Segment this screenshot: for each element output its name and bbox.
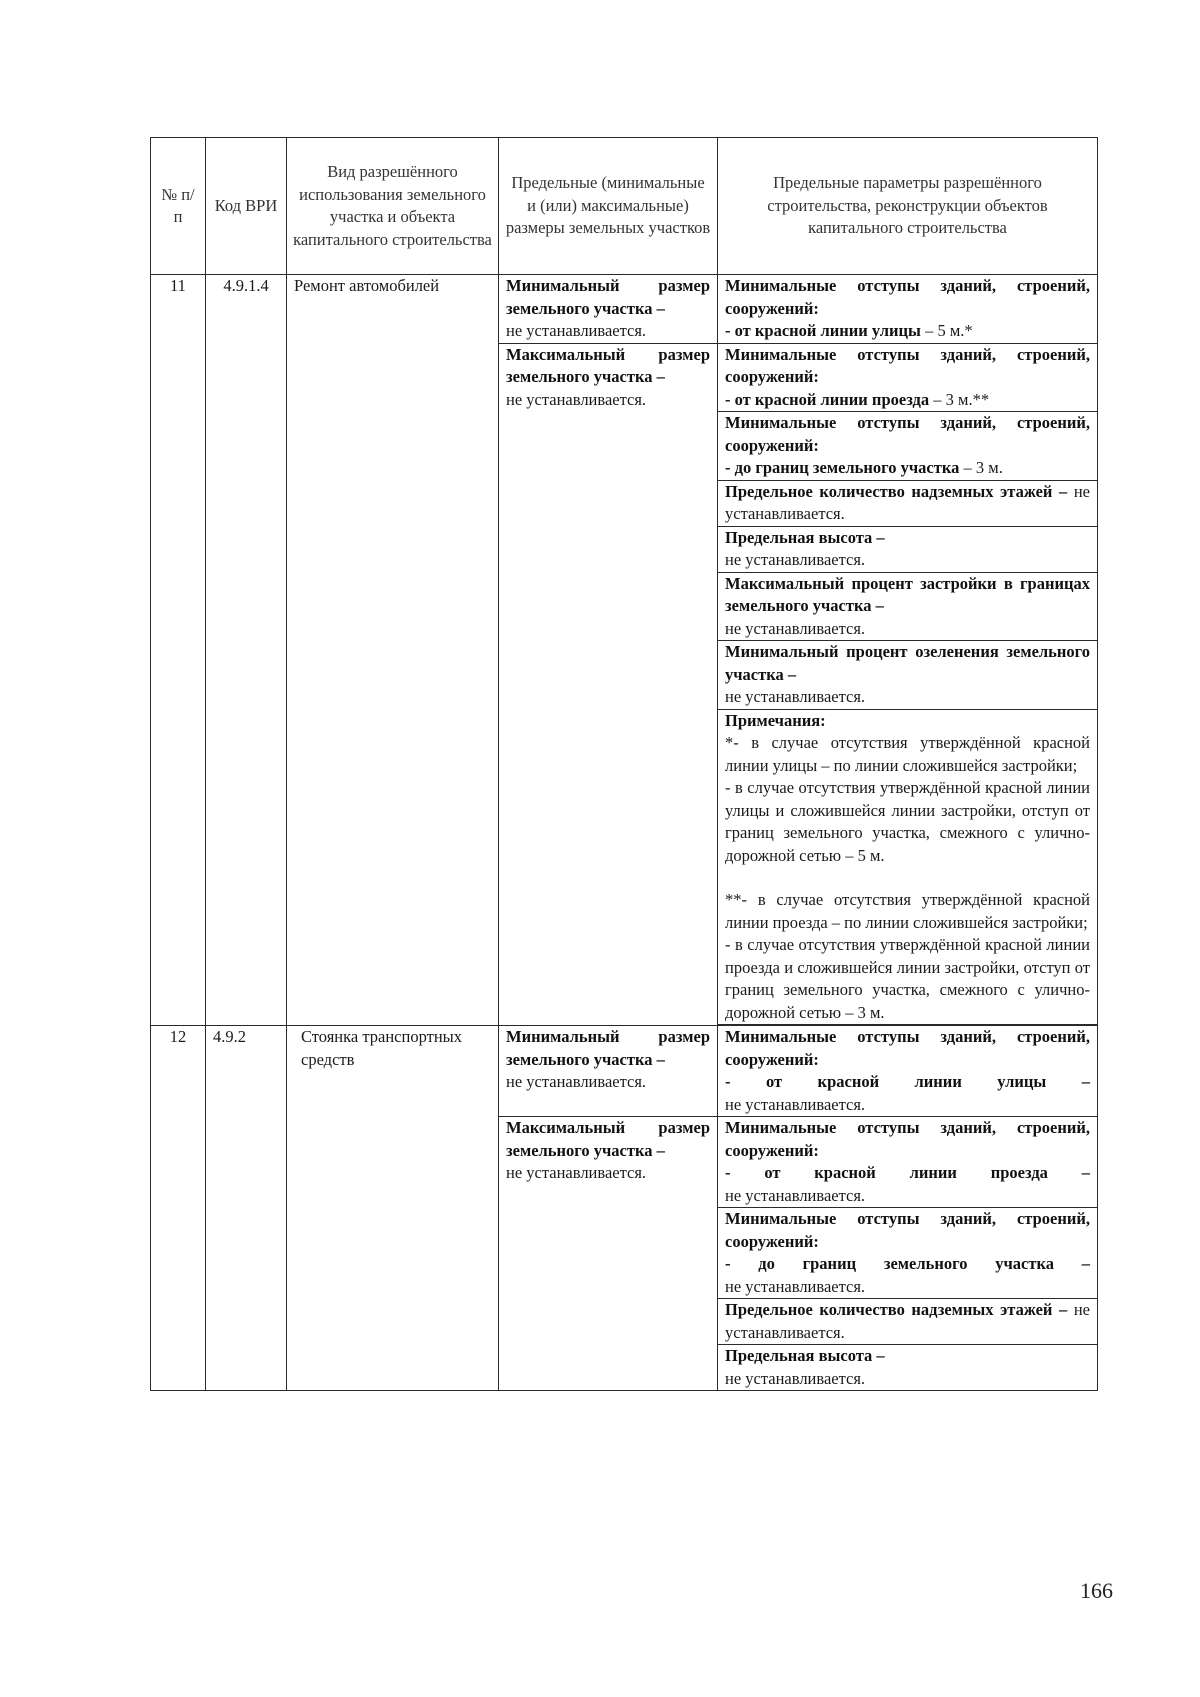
regulations-table (150, 137, 1098, 1391)
page-number: 166 (1080, 1578, 1113, 1603)
notes-cell (718, 709, 1098, 1025)
param-head: Предельная высота – (725, 1346, 885, 1365)
param-value: – 3 м. (959, 458, 1003, 477)
max-size-cell (499, 343, 718, 1026)
min-size-value: не устанавливается. (506, 1072, 647, 1091)
param-head: Предельное количество надземных этажей – (725, 1300, 1068, 1319)
header-num: № п/п (151, 138, 206, 275)
max-size-cell (499, 1117, 718, 1391)
row-code: 4.9.2 (206, 1026, 287, 1391)
param-detail: - от красной линии улицы (725, 321, 921, 340)
param-detail: - от красной линии проезда – (725, 1163, 1090, 1182)
row-number: 12 (151, 1026, 206, 1391)
param-value: не устанавливается. (725, 550, 866, 569)
table-header-row (151, 138, 1098, 275)
row-vri: Стоянка транспортных средств (287, 1026, 499, 1391)
param-head: Минимальный процент озеленения земельного участка – (725, 642, 1090, 684)
min-size-value: не устанавливается. (506, 321, 647, 340)
param-head: Минимальные отступы зданий, строений, сооружений: (725, 1209, 1090, 1251)
param-head: Минимальные отступы зданий, строений, сооружений: (725, 1027, 1090, 1069)
param-cell (718, 1345, 1098, 1391)
param-head: Минимальные отступы зданий, строений, сооружений: (725, 344, 1090, 386)
header-params: Предельные параметры разрешённого строительства, реконструкции объектов капитального строительства (718, 138, 1098, 275)
param-cell (718, 1208, 1098, 1299)
note-line: **- в случае отсутствия утверждённой красной линии проезда – по линии сложившейся застройки; (725, 890, 1090, 932)
param-cell (718, 343, 1098, 412)
max-size-value: не устанавливается. (506, 389, 647, 409)
param-cell (718, 526, 1098, 572)
max-size-label: Максимальный размер земельного участка – (506, 1118, 710, 1160)
max-size-label: Максимальный размер земельного участка – (506, 344, 710, 386)
param-cell (718, 641, 1098, 710)
param-head: Максимальный процент застройки в границах земельного участка – (725, 573, 1090, 615)
param-cell (718, 412, 1098, 481)
note-line: - в случае отсутствия утверждённой красной линии проезда и сложившейся линии застройки, отступ от границ земельного участка, смежного с улично-дорожной сетью – 3 м. (725, 935, 1090, 1022)
param-detail: - от красной линии проезда (725, 389, 930, 409)
param-cell (718, 480, 1098, 526)
param-cell (718, 1299, 1098, 1345)
param-cell (718, 275, 1098, 344)
param-value: – 5 м.* (920, 321, 973, 340)
note-line: *- в случае отсутствия утверждённой красной линии улицы – по линии сложившейся застройки; (725, 733, 1090, 775)
min-size-label: Минимальный размер земельного участка – (506, 276, 710, 318)
row-number: 11 (151, 275, 206, 1026)
notes-spacer (725, 867, 1090, 889)
header-size: Предельные (минимальные и (или) максимальные) размеры земельных участков (499, 138, 718, 275)
max-size-value: не устанавливается. (506, 1163, 647, 1182)
row-code: 4.9.1.4 (206, 275, 287, 1026)
param-detail: - до границ земельного участка – (725, 1254, 1090, 1273)
table-row (151, 1026, 1098, 1117)
param-head: Минимальные отступы зданий, строений, сооружений: (725, 413, 1090, 455)
header-vri: Вид разрешённого использования земельного участка и объекта капитального строительства (287, 138, 499, 275)
param-head: Минимальные отступы зданий, строений, сооружений: (725, 276, 1090, 318)
param-value: не устанавливается. (725, 1368, 866, 1388)
notes-title: Примечания: (725, 710, 826, 730)
note-line: - в случае отсутствия утверждённой красной линии улицы и сложившейся линии застройки, отступ от границ земельного участка, смежного с улично-дорожной сетью – 5 м. (725, 778, 1090, 865)
param-value: не устанавливается. (725, 1300, 1090, 1342)
param-value: не устанавливается. (725, 1276, 866, 1296)
param-value: не устанавливается. (725, 618, 866, 638)
header-code: Код ВРИ (206, 138, 287, 275)
param-head: Предельная высота – (725, 527, 885, 547)
param-value: – 3 м.** (929, 389, 990, 409)
min-size-cell (499, 1026, 718, 1117)
param-value: не устанавливается. (725, 687, 866, 706)
param-detail: - от красной линии улицы – (725, 1072, 1090, 1091)
param-cell (718, 1026, 1098, 1117)
min-size-label: Минимальный размер земельного участка – (506, 1027, 710, 1069)
param-head: Минимальные отступы зданий, строений, сооружений: (725, 1118, 1090, 1160)
param-cell (718, 572, 1098, 641)
row-vri: Ремонт автомобилей (287, 275, 499, 1026)
table-row (151, 275, 1098, 344)
min-size-cell (499, 275, 718, 344)
param-value: не устанавливается. (725, 1185, 866, 1205)
param-head: Предельное количество надземных этажей – (725, 481, 1068, 501)
param-value: не устанавливается. (725, 481, 1090, 523)
param-value: не устанавливается. (725, 1094, 866, 1114)
param-detail: - до границ земельного участка (725, 458, 960, 477)
param-cell (718, 1117, 1098, 1208)
